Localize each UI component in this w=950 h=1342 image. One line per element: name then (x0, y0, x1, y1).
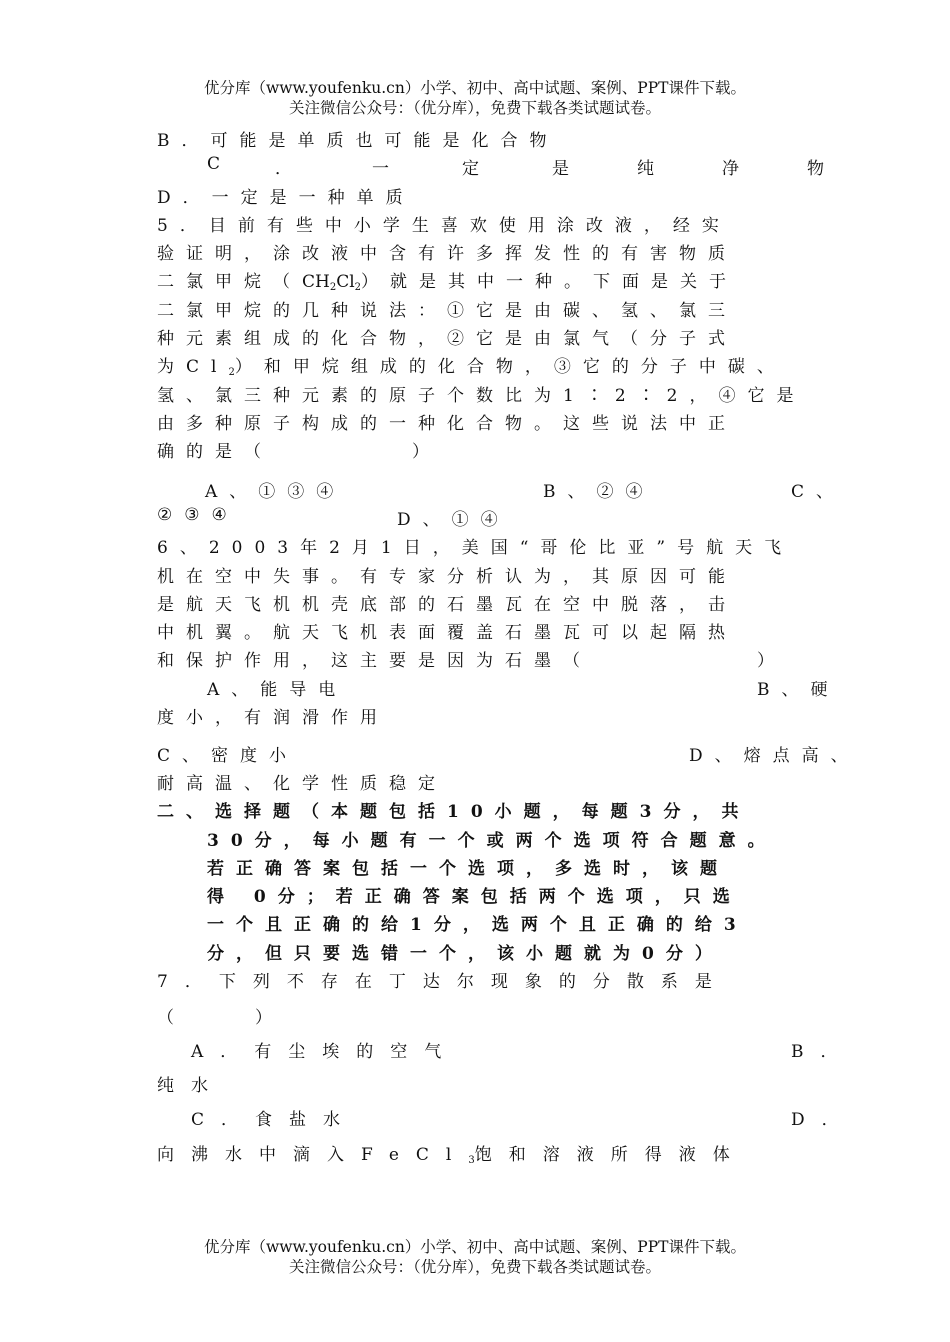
q5-text: ）和甲烷组成的化合物，③它的分子中碳、 (234, 357, 786, 377)
q5-text: ）就是其中一种。下面是关于 (361, 272, 739, 292)
formula-ch2cl2 (302, 272, 361, 292)
q7-option-b: B． (791, 1042, 855, 1062)
q4-option-c-char: 是 (552, 159, 569, 179)
section-2-line: 得 0分；若正确答案包括两个选项，只选 (207, 887, 742, 907)
q4-option-c-char: 物 (807, 159, 824, 179)
q6-line: 6、2003年2月1日，美国“哥伦比亚”号航天飞 (157, 538, 794, 558)
section-2-line: 若正确答案包括一个选项，多选时，该题 (207, 859, 729, 879)
answer-paren-close: ） (255, 1008, 289, 1028)
q5-option-c: C、 (791, 482, 846, 502)
formula-subscript: 2 (354, 282, 362, 293)
page-header-line-1: 优分库（www.youfenku.cn）小学、初中、高中试题、案例、PPT课件下载。 (203, 79, 747, 97)
formula-cl2 (157, 357, 235, 377)
q6-option-b: B、硬 (757, 680, 840, 700)
q5-option-c-cont: ②③④ (157, 505, 239, 525)
section-2-line: 分，但只要选错一个，该小题就为0分） (207, 944, 724, 964)
q6-option-a: A、能导电 (207, 680, 348, 700)
section-2-line: 一个且正确的给1分，选两个且正确的给3 (207, 915, 748, 935)
q6-option-d: D、熔点高、 (689, 746, 860, 766)
q7-stem: 7．下列不存在丁达尔现象的分散系是 (157, 972, 729, 992)
answer-paren-open: （ (157, 1008, 191, 1028)
formula-part: CH (302, 272, 330, 292)
q4-option-c-label: C (207, 154, 221, 174)
q7-option-d-cont (157, 1140, 747, 1166)
q5-line: 验证明，涂改液中含有许多挥发性的有害物质 (157, 244, 737, 264)
section-2-line: 30分，每小题有一个或两个选项符合题意。 (207, 831, 777, 851)
q4-option-c-dot: ． (275, 159, 292, 179)
section-2-line: 二、选择题（本题包括10小题，每题3分，共 (157, 802, 751, 822)
q5-option-b: B、②④ (543, 482, 655, 502)
q4-option-c-char: 一 (372, 159, 389, 179)
q5-text: 二氯甲烷（ (157, 272, 302, 292)
q5-line: 二氯甲烷的几种说法：①它是由碳、氢、氯三 (157, 301, 737, 321)
formula-part: 为Cl (157, 357, 229, 377)
answer-paren-close: ） (757, 651, 786, 671)
q7-option-b-cont: 纯水 (157, 1076, 225, 1096)
q5-line: 由多种原子构成的一种化合物。这些说法中正 (157, 414, 737, 434)
q7-option-d: D． (791, 1110, 856, 1130)
q5-line (157, 267, 738, 293)
formula-part: Cl (336, 272, 355, 292)
q5-line: 确的是（ (157, 442, 273, 462)
q4-option-c-char: 纯 (637, 159, 654, 179)
page-header-line-2: 关注微信公众号：（优分库），免费下载各类试题试卷。 (288, 99, 661, 117)
q7-option-c: C．食盐水 (191, 1110, 358, 1130)
q7-text: 饱和溶液所得液体 (474, 1145, 747, 1165)
q5-option-a: A、①③④ (205, 482, 346, 502)
q4-option-c-char: 净 (722, 159, 739, 179)
formula-subscript: 2 (228, 367, 235, 378)
page-footer-line-2: 关注微信公众号：（优分库），免费下载各类试题试卷。 (288, 1258, 661, 1276)
q5-line: 种元素组成的化合物，②它是由氯气（分子式 (157, 329, 737, 349)
formula-subscript: 3 (468, 1155, 475, 1166)
q5-line: 氢、氯三种元素的原子个数比为1∶2∶2，④它是 (157, 386, 806, 406)
q5-line (157, 352, 786, 378)
q5-line: 5．目前有些中小学生喜欢使用涂改液，经实 (157, 216, 731, 236)
q6-option-d-cont: 耐高温、化学性质稳定 (157, 774, 447, 794)
q4-option-c-char: 定 (462, 159, 479, 179)
q6-line: 机在空中失事。有专家分析认为，其原因可能 (157, 567, 737, 587)
q6-line: 中机翼。航天飞机表面覆盖石墨瓦可以起隔热 (157, 623, 737, 643)
q6-line: 和保护作用，这主要是因为石墨（ (157, 651, 592, 671)
q4-option-d: D．一定是一种单质 (157, 188, 415, 208)
q6-option-b-cont: 度小，有润滑作用 (157, 708, 389, 728)
q4-option-b: B．可能是单质也可能是化合物 (157, 131, 559, 151)
q7-text: 向沸水中滴入FeCl (157, 1145, 469, 1165)
q5-option-d: D、①④ (397, 510, 510, 530)
formula-subscript: 2 (329, 282, 337, 293)
q6-line: 是航天飞机机壳底部的石墨瓦在空中脱落，击 (157, 595, 737, 615)
q6-option-c: C、密度小 (157, 746, 299, 766)
q7-option-a: A．有尘埃的空气 (191, 1042, 459, 1062)
answer-paren-close: ） (412, 442, 441, 462)
page-footer-line-1: 优分库（www.youfenku.cn）小学、初中、高中试题、案例、PPT课件下载。 (203, 1238, 747, 1256)
